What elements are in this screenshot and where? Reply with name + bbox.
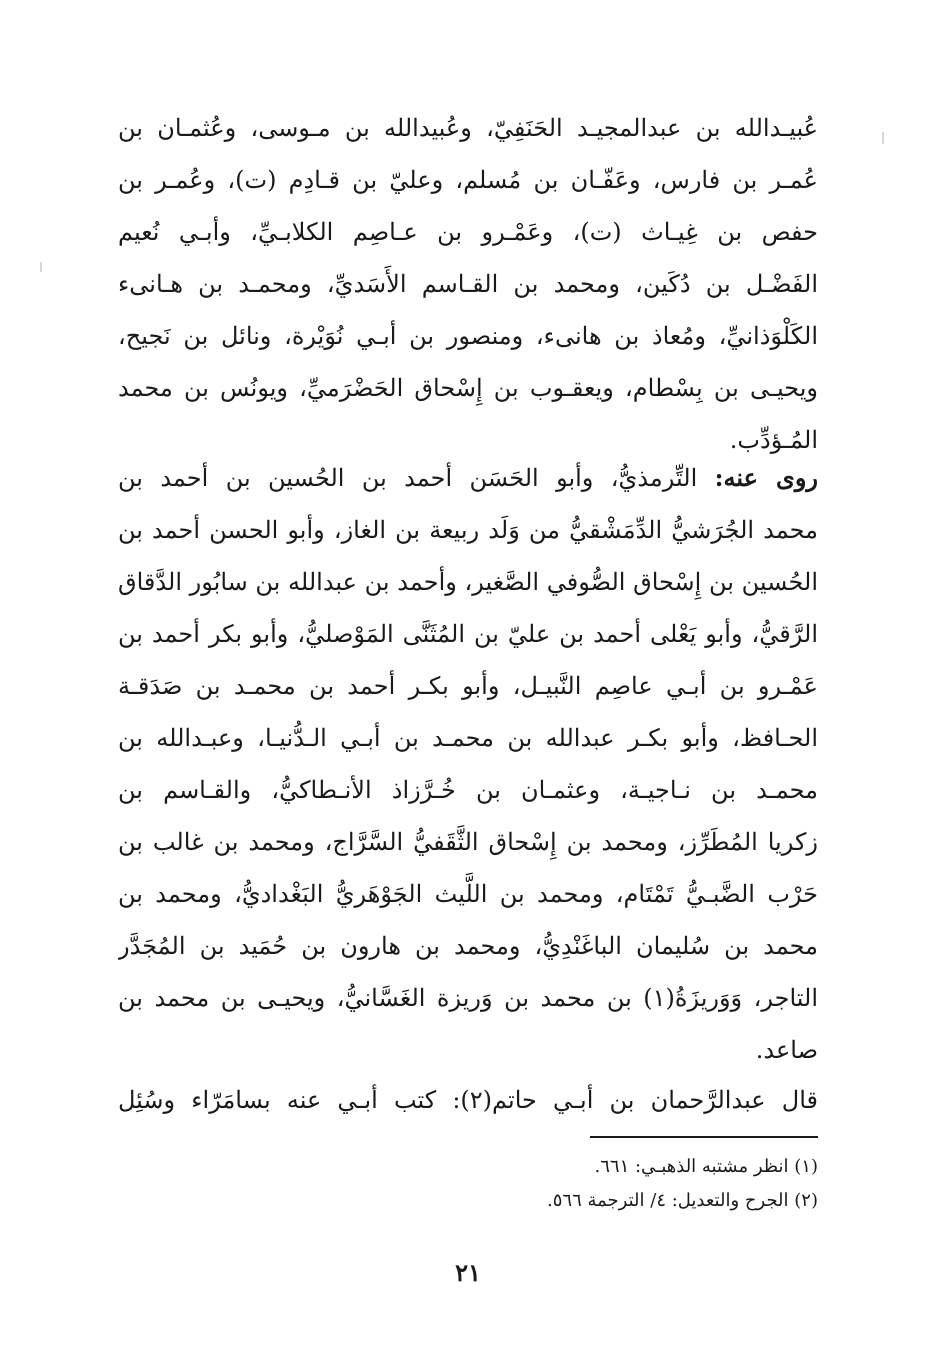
- text-line: الكَلْوَذانيِّ، ومُعاذ بن هانىء، ومنصور بن أبـي نُوَيْرة، ونائل بن نَجيح،: [118, 322, 818, 350]
- text-line: قال عبدالرَّحمان بن أبـي حاتم(٢): كتب أبـي عنه بسامَرّاء وسُئِل: [118, 1086, 818, 1114]
- footnotes: [430, 1150, 818, 1218]
- text-line: الرَّقيُّ، وأبو يَعْلى أحمد بن عليّ بن المُثَنَّى المَوْصليُّ، وأبو بكر أحمد بن: [118, 620, 818, 648]
- scan-speck: [882, 132, 884, 144]
- text-line: عَمْـرو بن أبـي عاصِم النَّبيـل، وأبو بكـر أحمد بن محمـد بن صَدَقـة: [118, 672, 818, 700]
- footnote: (١) انظر مشتبه الذهبـي: ٦٦١.: [594, 1156, 818, 1177]
- text-line: محمـد بن نـاجيـة، وعثمـان بن خُـرَّزاذ الأنـطاكيُّ، والقـاسم بن: [118, 776, 818, 804]
- text-line: المُـؤدِّب.: [729, 426, 818, 454]
- paragraph-3: [118, 1074, 818, 1126]
- text-line: ويحيـى بن بِسْطام، ويعقـوب بن إِسْحاق الحَضْرَميِّ، ويونُس بن محمد: [118, 374, 818, 402]
- paragraph-1: [118, 102, 818, 466]
- text-line: عُبيـدالله بن عبدالمجيـد الحَنَفِيّ، وعُبيدالله بن مـوسى، وعُثمـان بن: [118, 114, 818, 142]
- footnote-separator: [590, 1136, 818, 1138]
- text-line: الحُسين بن إِسْحاق الصُّوفي الصَّغير، وأحمد بن عبدالله بن سابُور الدَّقاق: [118, 568, 818, 596]
- paragraph-2: [118, 452, 818, 1076]
- page-number: ٢١: [455, 1258, 481, 1287]
- scan-speck: [40, 262, 42, 272]
- text-line: الحـافظ، وأبو بكـر عبدالله بن محمـد بن أبـي الـدُّنيـا، وعبـدالله بن: [118, 724, 818, 752]
- text-line-rest: التِّرمذيُّ، وأبو الحَسَن أحمد بن الحُسين بن أحمد بن: [118, 464, 715, 492]
- text-line: محمد بن سُليمان الباغَنْدِيُّ، ومحمد بن هارون بن حُمَيد بن المُجَدَّر: [118, 932, 818, 960]
- text-line: محمد الجُرَشيُّ الدِّمَشْقيُّ من وَلَد ربيعة بن الغاز، وأبو الحسن أحمد بن: [118, 516, 818, 544]
- text-line: زكريا المُطَرِّز، ومحمد بن إِسْحاق الثَّقَفيُّ السَّرَّاج، ومحمد بن غالب بن: [118, 828, 818, 856]
- text-line: حفص بن غِيـاث (ت)، وعَمْـرو بن عـاصِم الكلابـيِّ، وأبـي نُعيم: [118, 218, 818, 246]
- text-line: حَرْب الضَّبـيُّ تَمْتَام، ومحمد بن اللَّيث الجَوْهَريُّ البَغْداديُّ، ومحمد بن: [118, 880, 818, 908]
- text-line: الفَضْـل بن دُكَين، ومحمد بن القـاسم الأَسَديِّ، ومحمـد بن هـانىء: [118, 270, 818, 298]
- text-line: [118, 452, 818, 504]
- text-line: التاجر، وَوَريزَةُ(١) بن محمد بن وَريزة الغَسَّانيُّ، ويحيـى بن محمد بن: [118, 984, 818, 1012]
- narrators-heading: روى عنه:: [714, 463, 818, 492]
- text-line: صاعد.: [755, 1036, 818, 1064]
- text-line: عُمـر بن فارس، وعَفّـان بن مُسلم، وعليّ بن قـادِم (ت)، وعُمـر بن: [118, 166, 818, 194]
- footnote: (٢) الجرح والتعديل: ٤/ الترجمة ٥٦٦.: [547, 1190, 818, 1211]
